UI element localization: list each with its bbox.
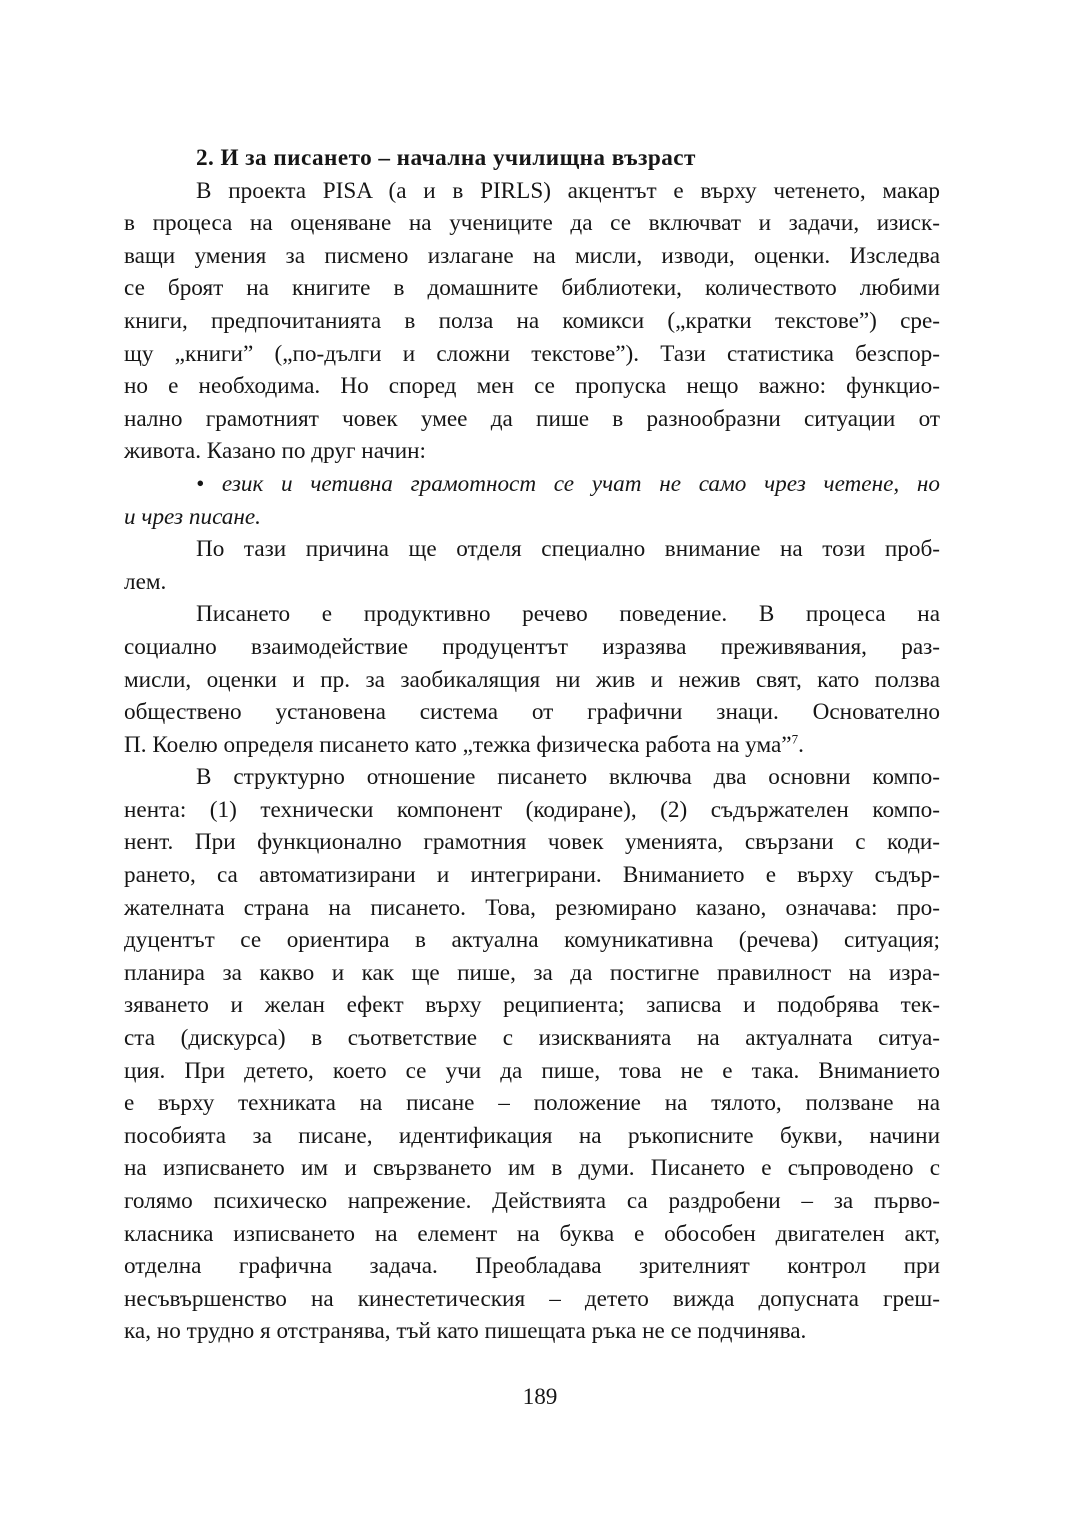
paragraph-5-line: пособията за писане, идентификация на ръкописните букви, начини [124, 1122, 940, 1149]
paragraph-5-line: е върху техниката на писане – положение на тялото, ползване на [124, 1090, 940, 1117]
paragraph-5-line: ка, но трудно я отстранява, тъй като пишещата ръка не се подчинява. [124, 1318, 807, 1345]
bullet-statement-line: и чрез писане. [124, 503, 261, 530]
body-text [124, 142, 940, 1348]
paragraph-1-line: ващи умения за писмено излагане на мисли, изводи, оценки. Изследва [124, 242, 940, 269]
paragraph-5-line: отделна графична задача. Преобладава зрителният контрол при [124, 1253, 940, 1280]
page-number: 189 [522, 1384, 558, 1410]
paragraph-1-line: нално грамотният човек умее да пише в разнообразни ситуации от [124, 405, 940, 432]
paragraph-5-line: класника изписването на елемент на буква е обособен двигателен акт, [124, 1220, 940, 1247]
bullet-statement-line: • език и четивна грамотност се учат не само чрез четене, но [196, 470, 940, 497]
paragraph-5-line: зяването и желан ефект върху реципиента; записва и подобрява тек- [124, 992, 940, 1019]
paragraph-3-line: лем. [124, 568, 167, 595]
paragraph-1-line: щу „книги” („по-дълги и сложни текстове”). Тази статистика безспор- [124, 340, 940, 367]
paragraph-1-line: книги, предпочитанията в полза на комикси („кратки текстове”) сре- [124, 307, 940, 334]
paragraph-4-line: обществено установена система от графични знаци. Основателно [124, 699, 940, 726]
paragraph-5-line: на изписването им и свързването им в думи. Писането е съпроводено с [124, 1155, 940, 1182]
paragraph-1-line: но е необходима. Но според мен се пропуска нещо важно: функцио- [124, 373, 940, 400]
paragraph-5-line: голямо психическо напрежение. Действията са раздробени – за първо- [124, 1188, 940, 1214]
sentence-end-punctuation: . [798, 731, 804, 758]
paragraph-3-line: По тази причина ще отделя специално внимание на този проб- [196, 536, 940, 563]
paragraph-1-line: се броят на книгите в домашните библиотеки, количеството любими [124, 275, 940, 302]
paragraph-4-line-text: П. Коелю определя писането като „тежка физическа работа на ума” [124, 731, 792, 758]
paragraph-4-last-line [124, 729, 940, 762]
paragraph-5-line: нент. При функционално грамотния човек уменията, свързани с коди- [124, 829, 940, 856]
paragraph-5-line: дуцентът се ориентира в актуална комуникативна (речева) ситуация; [124, 927, 940, 954]
paragraph-5-line: В структурно отношение писането включва два основни компо- [196, 764, 940, 791]
paragraph-1-line: живота. Казано по друг начин: [124, 438, 426, 465]
paragraph-5-line: несъвършенство на кинестетическия – детето вижда допусната греш- [124, 1285, 940, 1312]
paragraph-5-line: ста (дискурса) в съответствие с изискванията на актуалната ситуа- [124, 1025, 940, 1052]
paragraph-5-line: ция. При детето, което се учи да пише, това не е така. Вниманието [124, 1057, 940, 1084]
paragraph-5-line: жателната страна на писането. Това, резюмирано казано, означава: про- [124, 894, 940, 921]
paragraph-4-line: Писането е продуктивно речево поведение. В процеса на [196, 601, 940, 628]
section-heading: 2. И за писането – начална училищна възраст [196, 145, 696, 171]
paragraph-5-line: нента: (1) технически компонент (кодиране), (2) съдържателен компо- [124, 796, 940, 823]
paragraph-1-line: В проекта PISA (а и в PIRLS) акцентът е върху четенето, макар [196, 177, 940, 204]
paragraph-5-line: рането, са автоматизирани и интегрирани. Вниманието е върху съдър- [124, 862, 940, 889]
paragraph-1-line: в процеса на оценяване на учениците да се включват и задачи, изиск- [124, 210, 940, 237]
footnote-reference: 7 [791, 730, 799, 746]
paragraph-4-line: социално взаимодействие продуцентът изразява преживявания, раз- [124, 633, 940, 660]
paragraph-5-line: планира за какво и как ще пише, за да постигне правилност на изра- [124, 959, 940, 986]
paragraph-4-line: мисли, оценки и пр. за заобикалящия ни жив и нежив свят, като ползва [124, 666, 940, 693]
